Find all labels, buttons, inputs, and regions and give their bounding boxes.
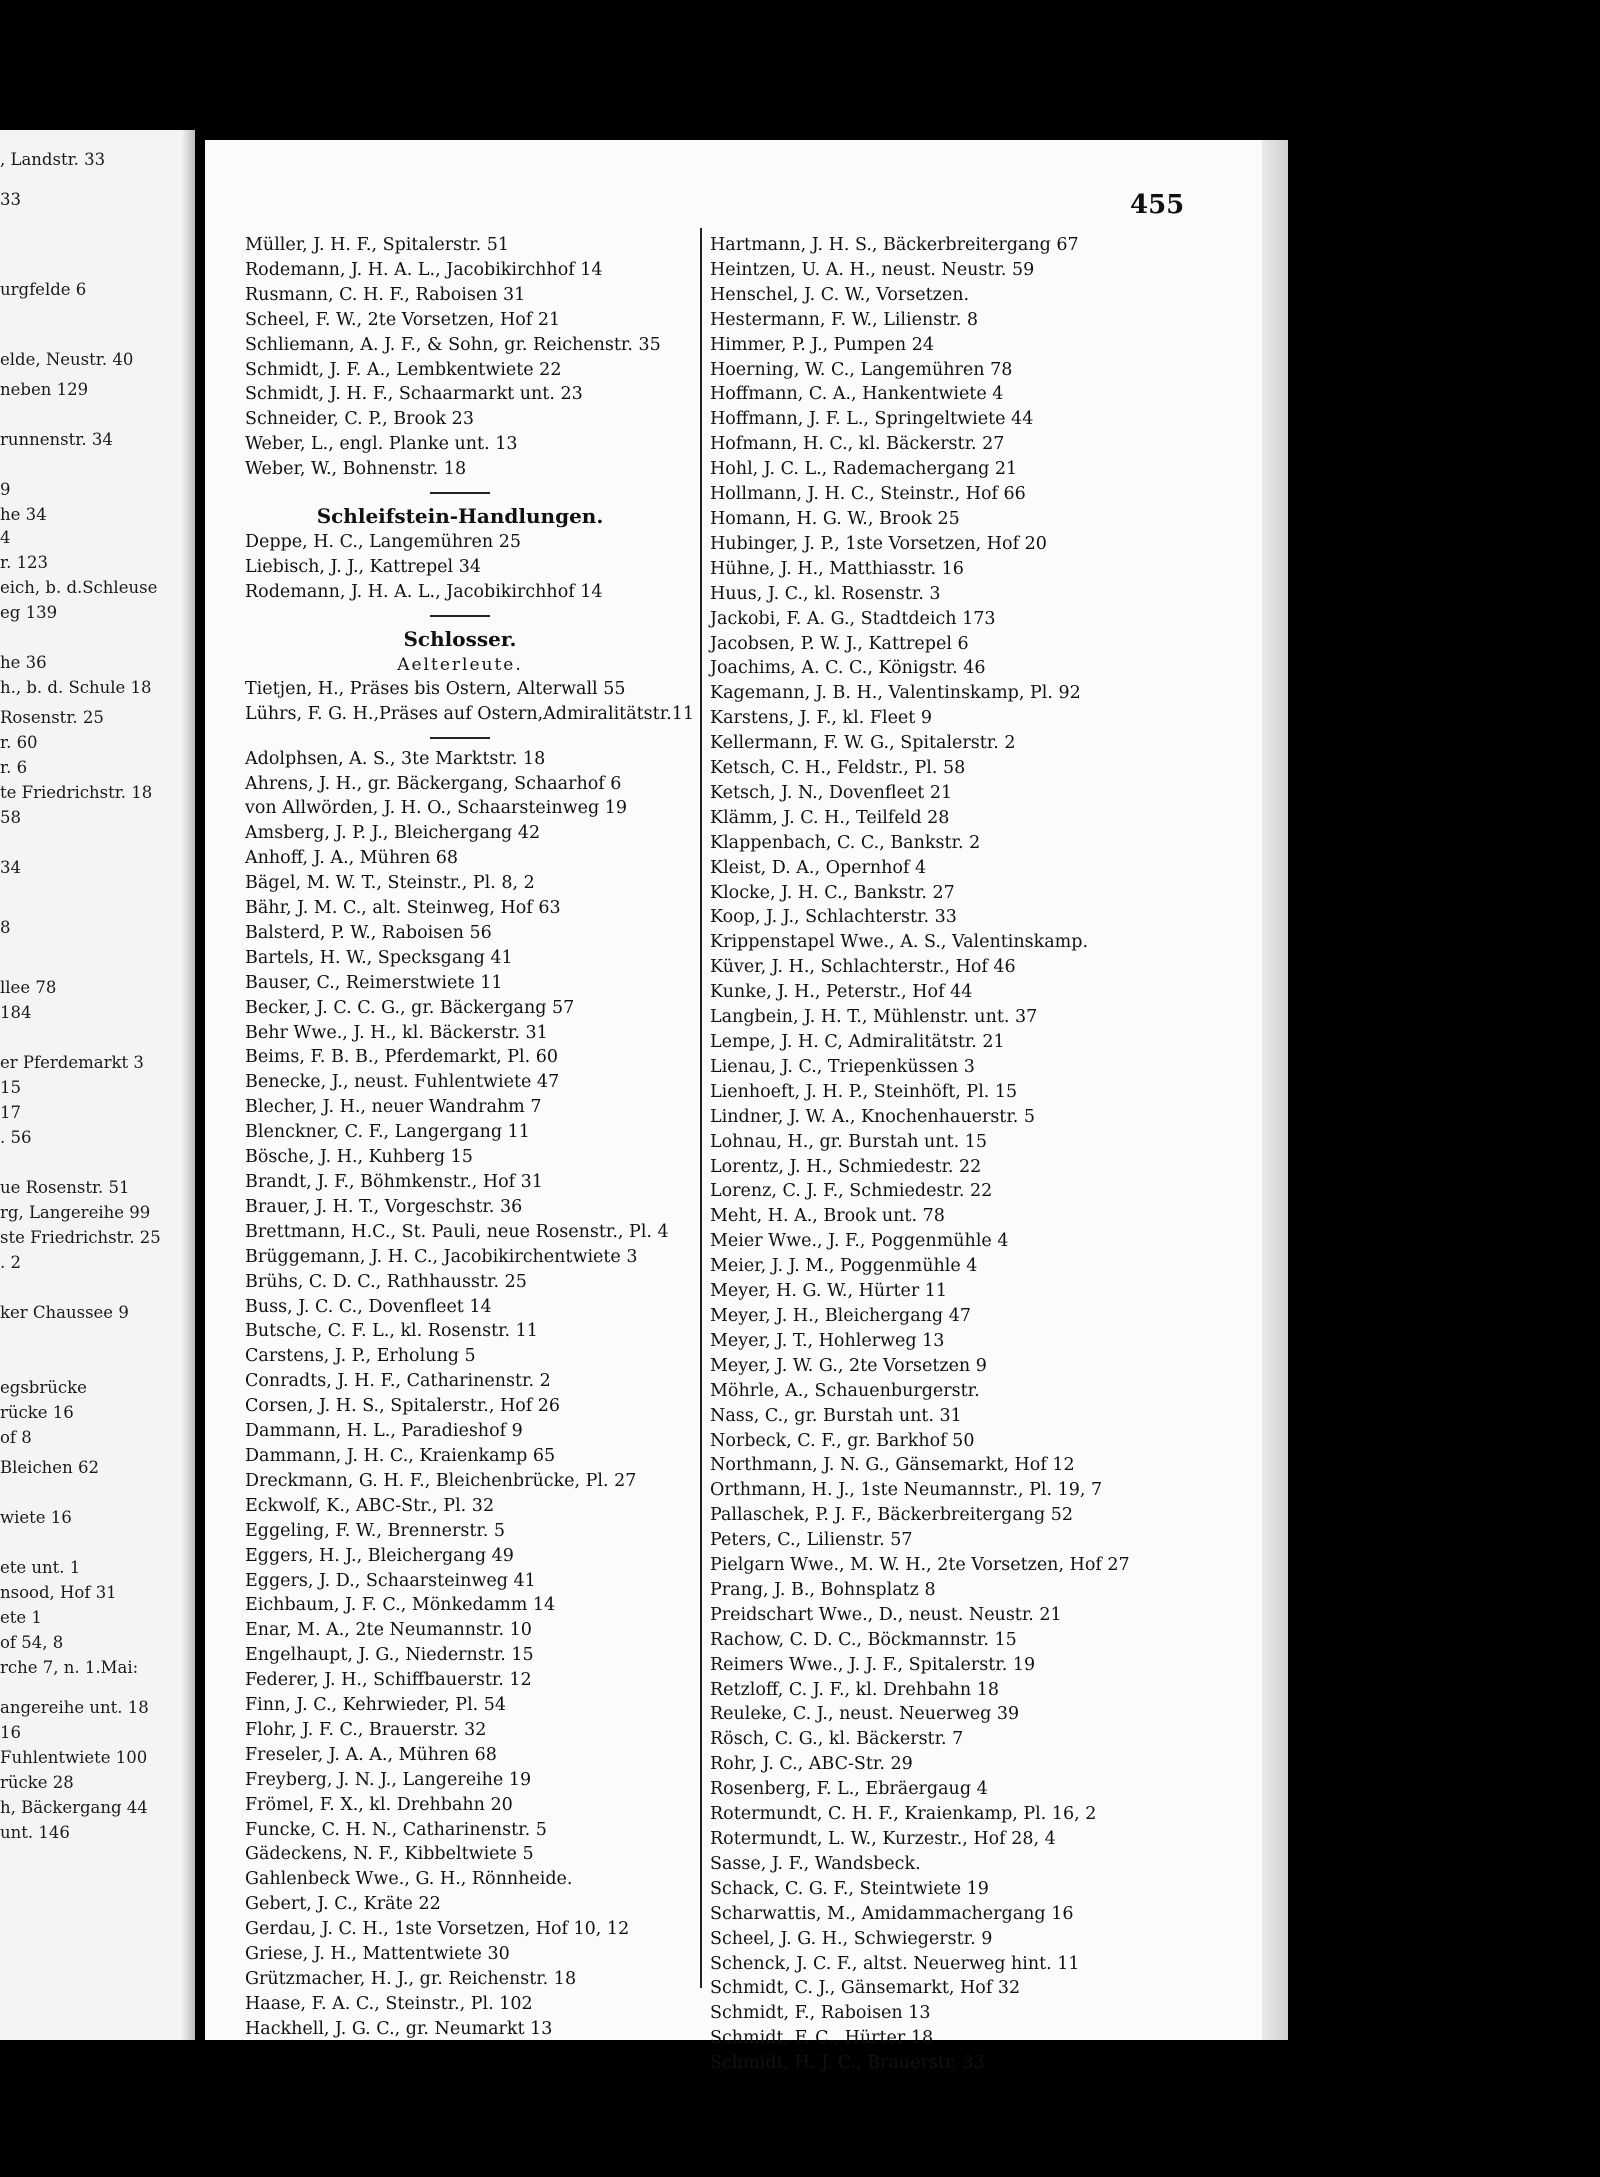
directory-entry: Lohnau, H., gr. Burstah unt. 15 — [710, 1131, 987, 1152]
directory-entry: Rotermundt, L. W., Kurzestr., Hof 28, 4 — [710, 1829, 1056, 1849]
directory-entry: Jackobi, F. A. G., Stadtdeich 173 — [710, 608, 996, 629]
directory-entry: Weber, W., Bohnenstr. 18 — [245, 459, 467, 480]
directory-entry: Rosenberg, F. L., Ebräergaug 4 — [710, 1779, 988, 1800]
left-page-fragment: elde, Neustr. 40 — [0, 350, 134, 369]
directory-entry: Meyer, J. H., Bleichergang 47 — [710, 1305, 971, 1326]
directory-entry: Funcke, C. H. N., Catharinenstr. 5 — [245, 1819, 547, 1840]
page-number: 455 — [1130, 190, 1185, 220]
left-page-fragment: he 36 — [0, 653, 47, 672]
section-rule — [430, 737, 490, 739]
directory-entry: Buss, J. C. C., Dovenfleet 14 — [245, 1296, 492, 1317]
directory-entry: Adolphsen, A. S., 3te Marktstr. 18 — [245, 748, 546, 769]
left-page-fragment: . 2 — [0, 1253, 21, 1272]
directory-entry: Enar, M. A., 2te Neumannstr. 10 — [245, 1620, 532, 1641]
directory-entry: Rotermundt, C. H. F., Kraienkamp, Pl. 16, 2 — [710, 1804, 1097, 1825]
directory-entry: Northmann, J. N. G., Gänsemarkt, Hof 12 — [710, 1455, 1075, 1476]
directory-entry: Homann, H. G. W., Brook 25 — [710, 508, 960, 529]
left-page-fragment: unt. 146 — [0, 1823, 70, 1842]
directory-entry: Blenckner, C. F., Langergang 11 — [245, 1122, 530, 1143]
left-page — [0, 130, 195, 2040]
directory-entry: Eichbaum, J. F. C., Mönkedamm 14 — [245, 1595, 556, 1616]
directory-entry: Conradts, J. H. F., Catharinenstr. 2 — [245, 1371, 551, 1392]
left-page-fragment: h., b. d. Schule 18 — [0, 678, 152, 697]
directory-entry: Klämm, J. C. H., Teilfeld 28 — [710, 807, 950, 828]
directory-entry: Lienau, J. C., Triepenküssen 3 — [710, 1056, 975, 1077]
directory-entry: Gädeckens, N. F., Kibbeltwiete 5 — [245, 1844, 534, 1865]
entries-right-list — [710, 233, 1270, 2076]
directory-entry: Orthmann, H. J., 1ste Neumannstr., Pl. 19, 7 — [710, 1480, 1103, 1501]
directory-entry: Bähr, J. M. C., alt. Steinweg, Hof 63 — [245, 898, 561, 919]
directory-entry: Frömel, F. X., kl. Drehbahn 20 — [245, 1794, 513, 1815]
left-page-fragment: of 8 — [0, 1428, 32, 1447]
directory-entry: Lorentz, J. H., Schmiedestr. 22 — [710, 1156, 982, 1177]
section-rule — [430, 492, 490, 494]
directory-entry: Anhoff, J. A., Mühren 68 — [245, 848, 459, 869]
directory-entry: Rodemann, J. H. A. L., Jacobikirchhof 14 — [245, 581, 603, 602]
left-page-fragment: Rosenstr. 25 — [0, 708, 104, 727]
directory-entry: Hackhell, J. G. C., gr. Neumarkt 13 — [245, 2018, 553, 2039]
directory-entry: Lorenz, C. J. F., Schmiedestr. 22 — [710, 1181, 993, 1202]
directory-entry: Bösche, J. H., Kuhberg 15 — [245, 1147, 473, 1168]
directory-entry: Kunke, J. H., Peterstr., Hof 44 — [710, 982, 973, 1003]
directory-entry: Gerdau, J. C. H., 1ste Vorsetzen, Hof 10, 12 — [245, 1919, 630, 1940]
directory-entry: Meht, H. A., Brook unt. 78 — [710, 1206, 945, 1227]
directory-entry: Jacobsen, P. W. J., Kattrepel 6 — [710, 633, 969, 654]
directory-entry: Pallaschek, P. J. F., Bäckerbreitergang 52 — [710, 1505, 1074, 1526]
directory-entry: Hubinger, J. P., 1ste Vorsetzen, Hof 20 — [710, 533, 1047, 554]
directory-entry: Schenck, J. C. F., altst. Neuerweg hint. 11 — [710, 1953, 1080, 1974]
directory-entry: Ketsch, J. N., Dovenfleet 21 — [710, 782, 953, 803]
directory-entry: Hoerning, W. C., Langemühren 78 — [710, 359, 1013, 380]
left-page-fragment: 34 — [0, 858, 21, 877]
left-page-fragment: rücke 28 — [0, 1773, 74, 1792]
directory-entry: Bartels, H. W., Specksgang 41 — [245, 947, 513, 968]
directory-entry: Brettmann, H.C., St. Pauli, neue Rosenstr., Pl. 4 — [245, 1221, 669, 1242]
left-page-fragment: he 34 — [0, 505, 47, 524]
directory-entry: Schneider, C. P., Brook 23 — [245, 409, 474, 430]
left-page-gutter-shadow — [181, 130, 195, 2040]
left-page-fragment: nsood, Hof 31 — [0, 1583, 117, 1602]
directory-entry: Dammann, H. L., Paradieshof 9 — [245, 1421, 523, 1442]
directory-entry: Koop, J. J., Schlachterstr. 33 — [710, 907, 957, 928]
directory-entry: Scheel, J. G. H., Schwiegerstr. 9 — [710, 1928, 993, 1949]
directory-entry: Schliemann, A. J. F., & Sohn, gr. Reichenstr. 35 — [245, 334, 661, 355]
left-page-fragment: neben 129 — [0, 380, 89, 399]
directory-entry: Henschel, J. C. W., Vorsetzen. — [710, 284, 970, 305]
directory-entry: Huus, J. C., kl. Rosenstr. 3 — [710, 583, 941, 604]
directory-entry: Küver, J. H., Schlachterstr., Hof 46 — [710, 957, 1016, 978]
directory-entry: Haase, F. A. C., Steinstr., Pl. 102 — [245, 1993, 533, 2014]
directory-entry: Bauser, C., Reimerstwiete 11 — [245, 972, 503, 993]
directory-entry: Joachims, A. C. C., Königstr. 46 — [710, 658, 986, 679]
left-page-fragment: eg 139 — [0, 603, 58, 622]
left-page-fragment: ete unt. 1 — [0, 1558, 81, 1577]
left-page-fragment: llee 78 — [0, 978, 57, 997]
directory-entry: Möhrle, A., Schauenburgerstr. — [710, 1380, 980, 1401]
right-column — [710, 233, 1270, 2076]
directory-entry: Klocke, J. H. C., Bankstr. 27 — [710, 882, 955, 903]
left-page-fragment: ete 1 — [0, 1608, 42, 1627]
directory-entry: Hofmann, H. C., kl. Bäckerstr. 27 — [710, 434, 1005, 455]
left-page-fragment: , Landstr. 33 — [0, 150, 106, 169]
directory-entry: Rachow, C. D. C., Böckmannstr. 15 — [710, 1629, 1017, 1650]
directory-entry: Engelhaupt, J. G., Niedernstr. 15 — [245, 1645, 534, 1666]
directory-entry: Hohl, J. C. L., Rademachergang 21 — [710, 459, 1018, 480]
directory-entry: Krippenstapel Wwe., A. S., Valentinskamp. — [710, 932, 1089, 953]
directory-entry: Heintzen, U. A. H., neust. Neustr. 59 — [710, 259, 1035, 280]
directory-entry: Hestermann, F. W., Lilienstr. 8 — [710, 309, 978, 330]
directory-entry: Müller, J. H. F., Spitalerstr. 51 — [245, 235, 510, 255]
directory-entry: Schmidt, F. C., Hürter 18 — [710, 2028, 934, 2049]
left-page-fragment: urgfelde 6 — [0, 280, 87, 299]
left-page-fragment: ue Rosenstr. 51 — [0, 1178, 130, 1197]
directory-entry: Ketsch, C. H., Feldstr., Pl. 58 — [710, 758, 966, 779]
left-page-fragment: r. 60 — [0, 733, 38, 752]
directory-entry: Deppe, H. C., Langemühren 25 — [245, 532, 521, 553]
directory-entry: Prang, J. B., Bohnsplatz 8 — [710, 1579, 936, 1600]
directory-entry: Klappenbach, C. C., Bankstr. 2 — [710, 832, 981, 853]
left-page-fragment: rg, Langereihe 99 — [0, 1203, 151, 1222]
directory-entry: Balsterd, P. W., Raboisen 56 — [245, 922, 492, 943]
directory-entry: Behr Wwe., J. H., kl. Bäckerstr. 31 — [245, 1022, 548, 1043]
directory-entry: Pielgarn Wwe., M. W. H., 2te Vorsetzen, Hof 27 — [710, 1555, 1130, 1576]
directory-entry: Scharwattis, M., Amidammachergang 16 — [710, 1903, 1074, 1924]
directory-entry: Schack, C. G. F., Steintwiete 19 — [710, 1878, 989, 1899]
left-page-fragment: 33 — [0, 190, 21, 209]
directory-entry: Lindner, J. W. A., Knochenhauerstr. 5 — [710, 1106, 1036, 1127]
directory-entry: Lührs, F. G. H.,Präses auf Ostern,Admiralitätstr.11 — [245, 703, 694, 724]
directory-entry: Rohr, J. C., ABC-Str. 29 — [710, 1754, 913, 1775]
directory-entry: Hoffmann, J. F. L., Springeltwiete 44 — [710, 409, 1034, 430]
directory-entry: Carstens, J. P., Erholung 5 — [245, 1346, 476, 1367]
right-page — [205, 140, 1270, 2074]
left-page-fragment: 4 — [0, 528, 11, 547]
directory-entry: Peters, C., Lilienstr. 57 — [710, 1530, 913, 1551]
left-page-fragment: egsbrücke — [0, 1378, 87, 1397]
left-page-fragment: . 56 — [0, 1128, 32, 1147]
directory-entry: Kagemann, J. B. H., Valentinskamp, Pl. 92 — [710, 683, 1081, 704]
directory-entry: Schmidt, H. J. C., Brauerstr. 33 — [710, 2053, 985, 2074]
left-page-fragment: of 54, 8 — [0, 1633, 64, 1652]
left-page-fragment: rche 7, n. 1.Mai: — [0, 1658, 139, 1677]
directory-entry: Butsche, C. F. L., kl. Rosenstr. 11 — [245, 1321, 538, 1342]
directory-entry: Griese, J. H., Mattentwiete 30 — [245, 1944, 510, 1965]
section-heading-schlosser: Schlosser. — [403, 626, 517, 651]
directory-entry: Lienhoeft, J. H. P., Steinhöft, Pl. 15 — [710, 1081, 1018, 1102]
directory-entry: Gahlenbeck Wwe., G. H., Rönnheide. — [245, 1869, 573, 1890]
left-page-fragment: rücke 16 — [0, 1403, 74, 1422]
directory-entry: Brauer, J. H. T., Vorgeschstr. 36 — [245, 1196, 523, 1217]
directory-entry: Gebert, J. C., Kräte 22 — [245, 1894, 441, 1915]
directory-entry: Hoffmann, C. A., Hankentwiete 4 — [710, 384, 1004, 405]
directory-entry: von Allwörden, J. H. O., Schaarsteinweg 19 — [245, 798, 628, 819]
left-page-fragment: angereihe unt. 18 — [0, 1698, 149, 1717]
directory-entry: Beims, F. B. B., Pferdemarkt, Pl. 60 — [245, 1047, 559, 1068]
directory-entry: Karstens, J. F., kl. Fleet 9 — [710, 708, 933, 729]
directory-entry: Blecher, J. H., neuer Wandrahm 7 — [245, 1097, 542, 1118]
directory-entry: Finn, J. C., Kehrwieder, Pl. 54 — [245, 1695, 507, 1716]
directory-entry: Eggers, J. D., Schaarsteinweg 41 — [245, 1570, 536, 1591]
directory-entry: Meyer, J. W. G., 2te Vorsetzen 9 — [710, 1355, 987, 1376]
left-page-fragment: eich, b. d.Schleuse — [0, 578, 158, 597]
directory-entry: Meier, J. J. M., Poggenmühle 4 — [710, 1256, 978, 1277]
directory-entry: Schmidt, J. F. A., Lembkentwiete 22 — [245, 359, 562, 380]
left-page-fragment: 17 — [0, 1103, 21, 1122]
directory-entry: Hollmann, J. H. C., Steinstr., Hof 66 — [710, 484, 1026, 505]
left-page-fragment: h, Bäckergang 44 — [0, 1798, 148, 1817]
section-rule — [430, 615, 490, 617]
directory-entry: Flohr, J. F. C., Brauerstr. 32 — [245, 1719, 487, 1740]
left-page-fragment: ste Friedrichstr. 25 — [0, 1228, 161, 1247]
directory-entry: Amsberg, J. P. J., Bleichergang 42 — [245, 823, 541, 844]
directory-entry: Liebisch, J. J., Kattrepel 34 — [245, 556, 481, 577]
directory-entry: Schmidt, C. J., Gänsemarkt, Hof 32 — [710, 1978, 1021, 1999]
directory-entry: Brühs, C. D. C., Rathhausstr. 25 — [245, 1271, 527, 1292]
directory-entry: Ahrens, J. H., gr. Bäckergang, Schaarhof 6 — [245, 773, 622, 794]
directory-entry: Himmer, P. J., Pumpen 24 — [710, 334, 934, 355]
directory-entry: Hühne, J. H., Matthiasstr. 16 — [710, 558, 964, 579]
directory-entry: Corsen, J. H. S., Spitalerstr., Hof 26 — [245, 1396, 561, 1417]
left-page-fragment: 16 — [0, 1723, 21, 1742]
directory-entry: Hartmann, J. H. S., Bäckerbreitergang 67 — [710, 235, 1079, 255]
directory-entry: Dammann, J. H. C., Kraienkamp 65 — [245, 1445, 556, 1466]
directory-entry: Norbeck, C. F., gr. Barkhof 50 — [710, 1430, 975, 1451]
directory-entry: Becker, J. C. C. G., gr. Bäckergang 57 — [245, 997, 575, 1018]
directory-entry: Kleist, D. A., Opernhof 4 — [710, 857, 927, 878]
left-page-fragment: te Friedrichstr. 18 — [0, 783, 153, 802]
directory-entry: Rodemann, J. H. A. L., Jacobikirchhof 14 — [245, 259, 603, 280]
directory-entry: Schmidt, F., Raboisen 13 — [710, 2003, 931, 2024]
left-page-fragment: 58 — [0, 808, 21, 827]
subheading-aelterleute: Aelterleute. — [397, 654, 523, 675]
directory-entry: Weber, L., engl. Planke unt. 13 — [245, 434, 518, 455]
left-page-fragment: 184 — [0, 1003, 32, 1022]
left-page-fragment: Bleichen 62 — [0, 1458, 99, 1477]
section-heading-schleifstein: Schleifstein-Handlungen. — [316, 504, 604, 529]
directory-entry: Eckwolf, K., ABC-Str., Pl. 32 — [245, 1495, 495, 1516]
left-page-fragment: 9 — [0, 480, 11, 499]
directory-entry: Meyer, H. G. W., Hürter 11 — [710, 1281, 948, 1302]
directory-entry: Bägel, M. W. T., Steinstr., Pl. 8, 2 — [245, 873, 535, 894]
left-page-fragment: 15 — [0, 1078, 21, 1097]
directory-entry: Freseler, J. A. A., Mühren 68 — [245, 1744, 497, 1765]
directory-entry: Kellermann, F. W. G., Spitalerstr. 2 — [710, 733, 1016, 754]
left-page-fragment: runnenstr. 34 — [0, 430, 113, 449]
directory-entry: Preidschart Wwe., D., neust. Neustr. 21 — [710, 1604, 1062, 1625]
directory-entry: Nass, C., gr. Burstah unt. 31 — [710, 1405, 962, 1426]
directory-entry: Grützmacher, H. J., gr. Reichenstr. 18 — [245, 1969, 577, 1989]
directory-entry: Reimers Wwe., J. J. F., Spitalerstr. 19 — [710, 1654, 1036, 1675]
directory-entry: Benecke, J., neust. Fuhlentwiete 47 — [245, 1072, 560, 1093]
left-page-fragment: r. 6 — [0, 758, 28, 777]
directory-entry: Eggers, H. J., Bleichergang 49 — [245, 1545, 514, 1566]
left-page-fragment: ker Chaussee 9 — [0, 1303, 129, 1322]
directory-entry: Eggeling, F. W., Brennerstr. 5 — [245, 1520, 506, 1541]
left-page-fragment: 8 — [0, 918, 11, 937]
left-page-fragment: er Pferdemarkt 3 — [0, 1053, 144, 1072]
directory-entry: Federer, J. H., Schiffbauerstr. 12 — [245, 1670, 532, 1691]
directory-entry: Sasse, J. F., Wandsbeck. — [710, 1853, 921, 1874]
directory-entry: Brüggemann, J. H. C., Jacobikirchentwiete 3 — [245, 1246, 638, 1267]
directory-entry: Scheel, F. W., 2te Vorsetzen, Hof 21 — [245, 309, 561, 330]
directory-entry: Retzloff, C. J. F., kl. Drehbahn 18 — [710, 1679, 999, 1700]
directory-entry: Schmidt, J. H. F., Schaarmarkt unt. 23 — [245, 384, 583, 405]
left-page-fragment: r. 123 — [0, 553, 49, 572]
directory-entry: Meier Wwe., J. F., Poggenmühle 4 — [710, 1231, 1009, 1252]
left-page-fragment: Fuhlentwiete 100 — [0, 1748, 148, 1767]
directory-entry: Lempe, J. H. C, Admiralitätstr. 21 — [710, 1032, 1005, 1052]
directory-entry: Brandt, J. F., Böhmkenstr., Hof 31 — [245, 1172, 543, 1192]
directory-entry: Meyer, J. T., Hohlerweg 13 — [710, 1330, 945, 1351]
directory-entry: Reuleke, C. J., neust. Neuerweg 39 — [710, 1704, 1020, 1725]
directory-entry: Langbein, J. H. T., Mühlenstr. unt. 37 — [710, 1007, 1038, 1028]
directory-entry: Rösch, C. G., kl. Bäckerstr. 7 — [710, 1729, 964, 1750]
directory-entry: Dreckmann, G. H. F., Bleichenbrücke, Pl. 27 — [245, 1470, 637, 1491]
left-page-fragment: wiete 16 — [0, 1508, 72, 1527]
directory-entry: Freyberg, J. N. J., Langereihe 19 — [245, 1769, 532, 1790]
directory-entry: Rusmann, C. H. F., Raboisen 31 — [245, 284, 526, 305]
directory-entry: Tietjen, H., Präses bis Ostern, Alterwall 55 — [245, 678, 626, 699]
